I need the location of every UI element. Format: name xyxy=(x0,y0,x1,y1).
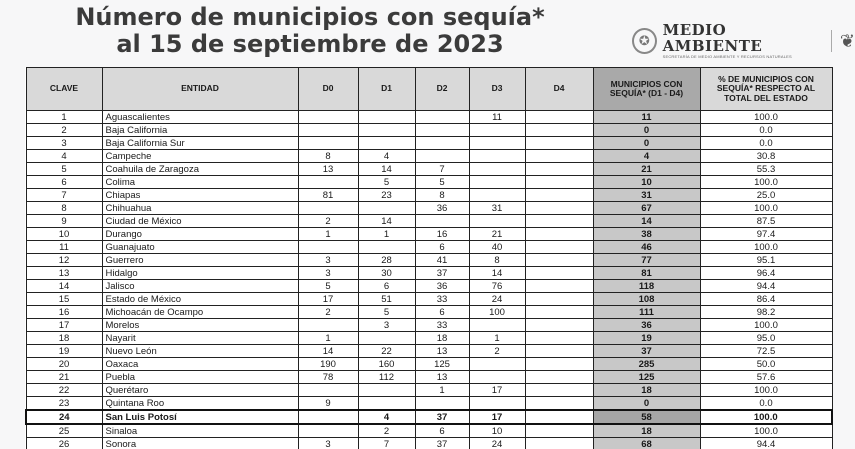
cell-d4 xyxy=(525,254,593,267)
cell-clave: 19 xyxy=(26,345,102,358)
cell-entidad: Estado de México xyxy=(102,293,298,306)
table-row xyxy=(26,163,832,176)
cell-entidad: Ciudad de México xyxy=(102,215,298,228)
cell-entidad: Baja California Sur xyxy=(102,137,298,150)
cell-d4 xyxy=(525,438,593,449)
cell-entidad: Chihuahua xyxy=(102,202,298,215)
cell-d2: 6 xyxy=(415,424,469,438)
cell-d0 xyxy=(298,410,358,424)
cell-porcentaje: 100.0 xyxy=(700,176,832,189)
cell-municipios: 68 xyxy=(593,438,700,449)
cell-d0: 2 xyxy=(298,306,358,319)
cell-entidad: Hidalgo xyxy=(102,267,298,280)
cell-d1: 30 xyxy=(358,267,415,280)
cell-municipios: 0 xyxy=(593,137,700,150)
cell-d1: 112 xyxy=(358,371,415,384)
cell-d4 xyxy=(525,306,593,319)
cell-clave: 6 xyxy=(26,176,102,189)
cell-d2 xyxy=(415,137,469,150)
cell-d0 xyxy=(298,241,358,254)
cell-entidad: Durango xyxy=(102,228,298,241)
cell-d2: 33 xyxy=(415,319,469,332)
cell-d1: 6 xyxy=(358,280,415,293)
cell-d4 xyxy=(525,215,593,228)
table-row xyxy=(26,111,832,124)
cell-d2: 37 xyxy=(415,438,469,449)
cell-entidad: Baja California xyxy=(102,124,298,137)
cell-d4 xyxy=(525,410,593,424)
cell-clave: 12 xyxy=(26,254,102,267)
cell-d2: 18 xyxy=(415,332,469,345)
cell-d0: 3 xyxy=(298,267,358,280)
cell-d4 xyxy=(525,358,593,371)
cell-d2: 37 xyxy=(415,267,469,280)
cell-entidad: Jalisco xyxy=(102,280,298,293)
cell-entidad: Sonora xyxy=(102,438,298,449)
cell-clave: 8 xyxy=(26,202,102,215)
cell-porcentaje: 100.0 xyxy=(700,319,832,332)
cell-d4 xyxy=(525,150,593,163)
cell-d2: 37 xyxy=(415,410,469,424)
cell-d4 xyxy=(525,163,593,176)
table-row xyxy=(26,319,832,332)
cell-d3 xyxy=(469,358,525,371)
cell-d1: 5 xyxy=(358,306,415,319)
brand-subtitle: SECRETARÍA DE MEDIO AMBIENTE Y RECURSOS NATURALES xyxy=(662,54,792,59)
table-body xyxy=(26,111,832,449)
header-clave: CLAVE xyxy=(26,68,102,111)
cell-porcentaje: 72.5 xyxy=(700,345,832,358)
cell-d2: 13 xyxy=(415,371,469,384)
cell-clave: 3 xyxy=(26,137,102,150)
cell-d3: 14 xyxy=(469,267,525,280)
cell-porcentaje: 25.0 xyxy=(700,189,832,202)
cell-clave: 2 xyxy=(26,124,102,137)
cell-entidad: Guanajuato xyxy=(102,241,298,254)
cell-d3: 17 xyxy=(469,384,525,397)
cell-clave: 15 xyxy=(26,293,102,306)
cell-municipios: 11 xyxy=(593,111,700,124)
cell-d4 xyxy=(525,228,593,241)
cell-d2 xyxy=(415,111,469,124)
cell-d1 xyxy=(358,124,415,137)
cell-d1: 14 xyxy=(358,163,415,176)
table-row xyxy=(26,202,832,215)
cell-d2: 5 xyxy=(415,176,469,189)
cell-d2 xyxy=(415,150,469,163)
cell-d0 xyxy=(298,137,358,150)
header-d4: D4 xyxy=(525,68,593,111)
cell-d4 xyxy=(525,424,593,438)
cell-d2: 125 xyxy=(415,358,469,371)
cell-d0: 13 xyxy=(298,163,358,176)
cell-municipios: 81 xyxy=(593,267,700,280)
cell-d3 xyxy=(469,124,525,137)
cell-municipios: 285 xyxy=(593,358,700,371)
cell-porcentaje: 96.4 xyxy=(700,267,832,280)
cell-d3: 40 xyxy=(469,241,525,254)
table-row xyxy=(26,306,832,319)
cell-d2 xyxy=(415,215,469,228)
cell-d1: 51 xyxy=(358,293,415,306)
table-row xyxy=(26,397,832,411)
agency-logo xyxy=(632,21,855,59)
cell-clave: 9 xyxy=(26,215,102,228)
cell-municipios: 46 xyxy=(593,241,700,254)
cell-d3 xyxy=(469,176,525,189)
cell-d1: 160 xyxy=(358,358,415,371)
cell-municipios: 10 xyxy=(593,176,700,189)
cell-clave: 7 xyxy=(26,189,102,202)
cell-porcentaje: 0.0 xyxy=(700,397,832,411)
cell-porcentaje: 86.4 xyxy=(700,293,832,306)
cell-entidad: Nuevo León xyxy=(102,345,298,358)
table-row xyxy=(26,384,832,397)
cell-porcentaje: 100.0 xyxy=(700,424,832,438)
cell-municipios: 18 xyxy=(593,384,700,397)
cell-d4 xyxy=(525,319,593,332)
cell-d2: 41 xyxy=(415,254,469,267)
cell-d0: 1 xyxy=(298,332,358,345)
table-row xyxy=(26,280,832,293)
cell-d3 xyxy=(469,137,525,150)
cell-porcentaje: 100.0 xyxy=(700,202,832,215)
header-entidad: ENTIDAD xyxy=(102,68,298,111)
header-d2: D2 xyxy=(415,68,469,111)
cell-porcentaje: 87.5 xyxy=(700,215,832,228)
cell-entidad: Morelos xyxy=(102,319,298,332)
cell-d3 xyxy=(469,371,525,384)
cell-d1: 22 xyxy=(358,345,415,358)
cell-entidad: Sinaloa xyxy=(102,424,298,438)
cell-d1: 1 xyxy=(358,228,415,241)
cell-d0: 14 xyxy=(298,345,358,358)
brand-block xyxy=(663,22,821,60)
cell-municipios: 111 xyxy=(593,306,700,319)
cell-d1: 3 xyxy=(358,319,415,332)
table-row xyxy=(26,176,832,189)
cell-d1 xyxy=(358,137,415,150)
cell-d4 xyxy=(525,124,593,137)
cell-municipios: 0 xyxy=(593,397,700,411)
cell-porcentaje: 98.2 xyxy=(700,306,832,319)
table-row xyxy=(26,293,832,306)
cell-clave: 4 xyxy=(26,150,102,163)
table-row xyxy=(26,150,832,163)
cell-d3: 2 xyxy=(469,345,525,358)
cell-porcentaje: 100.0 xyxy=(700,111,832,124)
cell-porcentaje: 57.6 xyxy=(700,371,832,384)
cell-clave: 25 xyxy=(26,424,102,438)
logo-divider xyxy=(831,30,832,52)
cell-clave: 13 xyxy=(26,267,102,280)
cell-d1: 23 xyxy=(358,189,415,202)
cell-clave: 10 xyxy=(26,228,102,241)
table-row xyxy=(26,424,832,438)
drought-table xyxy=(25,67,833,449)
cell-d1: 7 xyxy=(358,438,415,449)
title-line-1: Número de municipios con sequía* xyxy=(75,3,545,31)
cell-d2: 6 xyxy=(415,241,469,254)
cell-d1 xyxy=(358,397,415,411)
table-row xyxy=(26,371,832,384)
cell-d0: 2 xyxy=(298,215,358,228)
table-row xyxy=(26,332,832,345)
cell-clave: 26 xyxy=(26,438,102,449)
cell-d2 xyxy=(415,124,469,137)
cell-d3 xyxy=(469,163,525,176)
cell-porcentaje: 95.0 xyxy=(700,332,832,345)
cell-entidad: Querétaro xyxy=(102,384,298,397)
cell-municipios: 37 xyxy=(593,345,700,358)
header-porcentaje: % DE MUNICIPIOS CON SEQUÍA* RESPECTO AL TOTAL DEL ESTADO xyxy=(700,68,832,111)
cell-municipios: 67 xyxy=(593,202,700,215)
cell-d2: 1 xyxy=(415,384,469,397)
cell-d1 xyxy=(358,384,415,397)
cell-entidad: Quintana Roo xyxy=(102,397,298,411)
cell-d1 xyxy=(358,241,415,254)
cell-d3 xyxy=(469,397,525,411)
cell-d4 xyxy=(525,371,593,384)
cell-entidad: San Luis Potosí xyxy=(102,410,298,424)
cell-d0 xyxy=(298,124,358,137)
cell-d0: 81 xyxy=(298,189,358,202)
cell-d1 xyxy=(358,332,415,345)
cell-d3: 17 xyxy=(469,410,525,424)
cell-d3: 10 xyxy=(469,424,525,438)
table-row xyxy=(26,254,832,267)
cell-d2: 36 xyxy=(415,202,469,215)
cell-clave: 20 xyxy=(26,358,102,371)
cell-clave: 18 xyxy=(26,332,102,345)
cell-d0: 78 xyxy=(298,371,358,384)
header-municipios: MUNICIPIOS CON SEQUÍA* (D1 - D4) xyxy=(593,68,700,111)
cell-d0 xyxy=(298,176,358,189)
cell-d4 xyxy=(525,332,593,345)
table-header-row xyxy=(26,68,832,111)
cell-d3 xyxy=(469,215,525,228)
cell-municipios: 19 xyxy=(593,332,700,345)
cell-d1 xyxy=(358,111,415,124)
cell-d4 xyxy=(525,280,593,293)
cell-municipios: 18 xyxy=(593,424,700,438)
mexico-seal-icon: ✪ xyxy=(632,28,657,54)
cell-porcentaje: 100.0 xyxy=(700,410,832,424)
cell-d3: 24 xyxy=(469,293,525,306)
cell-porcentaje: 55.3 xyxy=(700,163,832,176)
cell-entidad: Aguascalientes xyxy=(102,111,298,124)
table-row xyxy=(26,137,832,150)
table-row xyxy=(26,345,832,358)
table-row xyxy=(26,358,832,371)
cell-municipios: 118 xyxy=(593,280,700,293)
cell-municipios: 4 xyxy=(593,150,700,163)
cell-d4 xyxy=(525,189,593,202)
cell-porcentaje: 95.1 xyxy=(700,254,832,267)
cell-municipios: 21 xyxy=(593,163,700,176)
cell-d1: 4 xyxy=(358,150,415,163)
cell-d3: 11 xyxy=(469,111,525,124)
cell-d1: 28 xyxy=(358,254,415,267)
cell-d0: 8 xyxy=(298,150,358,163)
cell-d4 xyxy=(525,345,593,358)
cell-d4 xyxy=(525,397,593,411)
cell-municipios: 77 xyxy=(593,254,700,267)
cell-d2: 8 xyxy=(415,189,469,202)
cell-municipios: 14 xyxy=(593,215,700,228)
cell-municipios: 108 xyxy=(593,293,700,306)
cell-d4 xyxy=(525,111,593,124)
cell-d0: 9 xyxy=(298,397,358,411)
header-d1: D1 xyxy=(358,68,415,111)
cell-d1: 4 xyxy=(358,410,415,424)
cell-d0: 190 xyxy=(298,358,358,371)
cell-clave: 22 xyxy=(26,384,102,397)
cell-d3: 21 xyxy=(469,228,525,241)
page-title xyxy=(0,4,620,58)
cell-d0 xyxy=(298,384,358,397)
cell-entidad: Oaxaca xyxy=(102,358,298,371)
cell-d2 xyxy=(415,397,469,411)
cell-municipios: 0 xyxy=(593,124,700,137)
cell-d3: 1 xyxy=(469,332,525,345)
header-d3: D3 xyxy=(469,68,525,111)
cell-d2: 6 xyxy=(415,306,469,319)
cell-d2: 16 xyxy=(415,228,469,241)
table-row xyxy=(26,267,832,280)
cell-d4 xyxy=(525,176,593,189)
cell-d4 xyxy=(525,241,593,254)
cell-entidad: Michoacán de Ocampo xyxy=(102,306,298,319)
cell-d0 xyxy=(298,111,358,124)
cell-clave: 14 xyxy=(26,280,102,293)
leaf-icon: ❦ xyxy=(839,30,855,51)
cell-d1: 5 xyxy=(358,176,415,189)
cell-porcentaje: 100.0 xyxy=(700,241,832,254)
cell-clave: 24 xyxy=(26,410,102,424)
cell-porcentaje: 94.4 xyxy=(700,438,832,449)
table-row xyxy=(26,189,832,202)
cell-d0: 17 xyxy=(298,293,358,306)
cell-d4 xyxy=(525,202,593,215)
cell-clave: 1 xyxy=(26,111,102,124)
cell-entidad: Coahuila de Zaragoza xyxy=(102,163,298,176)
cell-porcentaje: 50.0 xyxy=(700,358,832,371)
cell-d0: 3 xyxy=(298,438,358,449)
cell-d1: 2 xyxy=(358,424,415,438)
cell-entidad: Colima xyxy=(102,176,298,189)
cell-entidad: Chiapas xyxy=(102,189,298,202)
table-row xyxy=(26,124,832,137)
cell-d0: 1 xyxy=(298,228,358,241)
cell-d3 xyxy=(469,189,525,202)
cell-clave: 5 xyxy=(26,163,102,176)
cell-d3: 24 xyxy=(469,438,525,449)
cell-d3: 100 xyxy=(469,306,525,319)
cell-municipios: 58 xyxy=(593,410,700,424)
table-row xyxy=(26,438,832,449)
cell-d2: 13 xyxy=(415,345,469,358)
cell-d0 xyxy=(298,202,358,215)
cell-d3 xyxy=(469,150,525,163)
cell-d4 xyxy=(525,384,593,397)
table-row xyxy=(26,228,832,241)
table-row xyxy=(26,241,832,254)
cell-municipios: 38 xyxy=(593,228,700,241)
cell-clave: 23 xyxy=(26,397,102,411)
cell-porcentaje: 30.8 xyxy=(700,150,832,163)
cell-clave: 11 xyxy=(26,241,102,254)
cell-d2: 36 xyxy=(415,280,469,293)
cell-d4 xyxy=(525,137,593,150)
cell-d1 xyxy=(358,202,415,215)
cell-municipios: 36 xyxy=(593,319,700,332)
cell-d3: 31 xyxy=(469,202,525,215)
cell-municipios: 31 xyxy=(593,189,700,202)
cell-entidad: Puebla xyxy=(102,371,298,384)
title-line-2: al 15 de septiembre de 2023 xyxy=(116,30,504,58)
cell-d2: 7 xyxy=(415,163,469,176)
cell-clave: 17 xyxy=(26,319,102,332)
brand-name: MEDIO AMBIENTE xyxy=(662,21,763,55)
cell-entidad: Campeche xyxy=(102,150,298,163)
cell-clave: 16 xyxy=(26,306,102,319)
cell-d0: 5 xyxy=(298,280,358,293)
cell-porcentaje: 100.0 xyxy=(700,384,832,397)
cell-entidad: Nayarit xyxy=(102,332,298,345)
cell-d4 xyxy=(525,293,593,306)
cell-d0 xyxy=(298,424,358,438)
cell-porcentaje: 0.0 xyxy=(700,124,832,137)
cell-municipios: 125 xyxy=(593,371,700,384)
cell-porcentaje: 0.0 xyxy=(700,137,832,150)
cell-d0 xyxy=(298,319,358,332)
cell-clave: 21 xyxy=(26,371,102,384)
table-row xyxy=(26,215,832,228)
cell-d4 xyxy=(525,267,593,280)
cell-entidad: Guerrero xyxy=(102,254,298,267)
cell-d3: 8 xyxy=(469,254,525,267)
cell-d2: 33 xyxy=(415,293,469,306)
cell-d3: 76 xyxy=(469,280,525,293)
cell-d1: 14 xyxy=(358,215,415,228)
cell-d0: 3 xyxy=(298,254,358,267)
table-row xyxy=(26,410,832,424)
cell-porcentaje: 97.4 xyxy=(700,228,832,241)
cell-d3 xyxy=(469,319,525,332)
cell-porcentaje: 94.4 xyxy=(700,280,832,293)
header-d0: D0 xyxy=(298,68,358,111)
